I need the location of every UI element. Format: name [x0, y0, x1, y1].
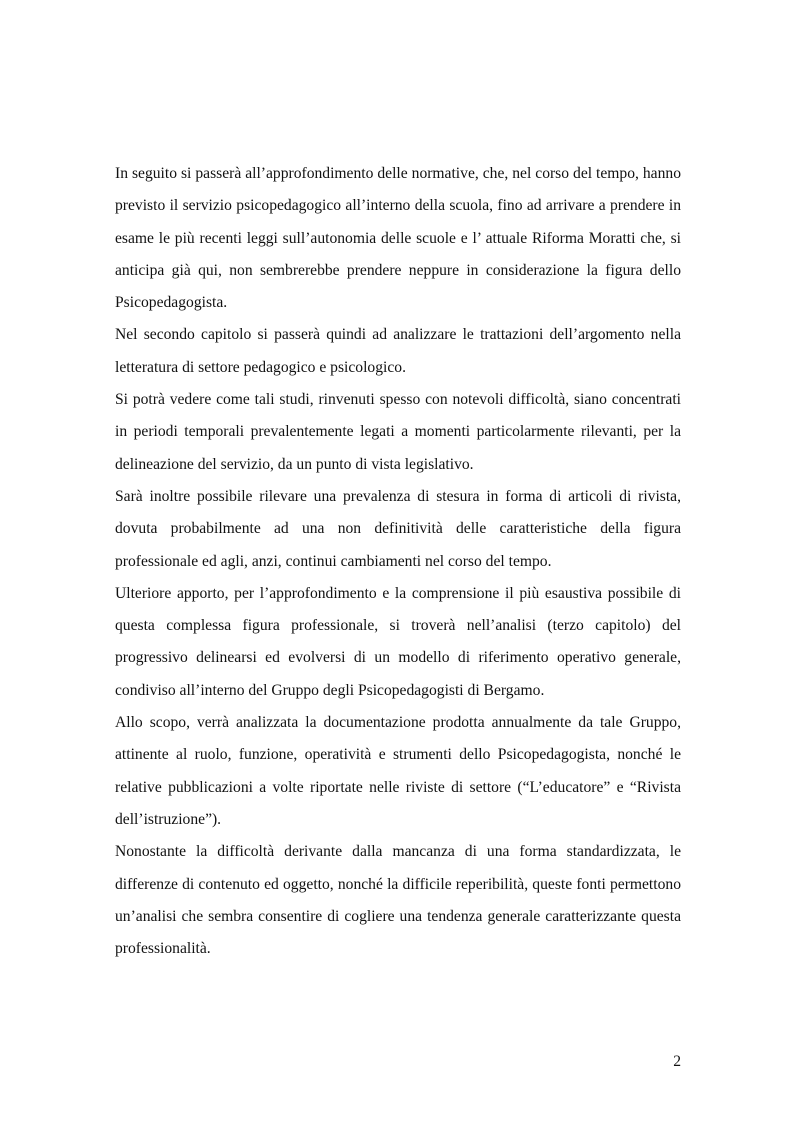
body-text — [115, 158, 681, 965]
paragraph-5: Ulteriore apporto, per l’approfondimento e la comprensione il più esaustiva possibile di questa complessa figura professionale, si troverà nell’analisi (terzo capitolo) del progressivo delinearsi ed evolversi di un modello di riferimento operativo generale, condiviso all’interno del Gruppo degli Psicopedagogisti di Bergamo. — [115, 584, 681, 699]
paragraph-2: Nel secondo capitolo si passerà quindi ad analizzare le trattazioni dell’argomento nella letteratura di settore pedagogico e psicologico. — [115, 326, 681, 376]
paragraph-3: Si potrà vedere come tali studi, rinvenuti spesso con notevoli difficoltà, siano concentrati in periodi temporali prevalentemente legati a momenti particolarmente rilevanti, per la delineazione del servizio, da un punto di vista legislativo. — [115, 391, 681, 473]
paragraph-6: Allo scopo, verrà analizzata la documentazione prodotta annualmente da tale Gruppo, attinente al ruolo, funzione, operatività e strumenti dello Psicopedagogista, nonché le relative pubblicazioni a volte riportate nelle riviste di settore (“L’educatore” e “Rivista dell’istruzione”). — [115, 714, 681, 828]
paragraph-7: Nonostante la difficoltà derivante dalla mancanza di una forma standardizzata, le differenze di contenuto ed oggetto, nonché la difficile reperibilità, queste fonti permettono un’analisi che sembra consentire di cogliere una tendenza generale caratterizzante questa professionalità. — [115, 843, 681, 958]
page-number: 2 — [673, 1053, 681, 1070]
paragraph-1: In seguito si passerà all’approfondimento delle normative, che, nel corso del tempo, hanno previsto il servizio psicopedagogico all’interno della scuola, fino ad arrivare a prendere in esame le più recenti leggi sull’autonomia delle scuole e l’ attuale Riforma Moratti che, si anticipa già qui, non sembrerebbe prendere neppure in considerazione la figura dello Psicopedagogista. — [115, 165, 681, 312]
paragraph-4: Sarà inoltre possibile rilevare una prevalenza di stesura in forma di articoli di rivista, dovuta probabilmente ad una non definitività delle caratteristiche della figura professionale ed agli, anzi, continui cambiamenti nel corso del tempo. — [115, 487, 681, 570]
